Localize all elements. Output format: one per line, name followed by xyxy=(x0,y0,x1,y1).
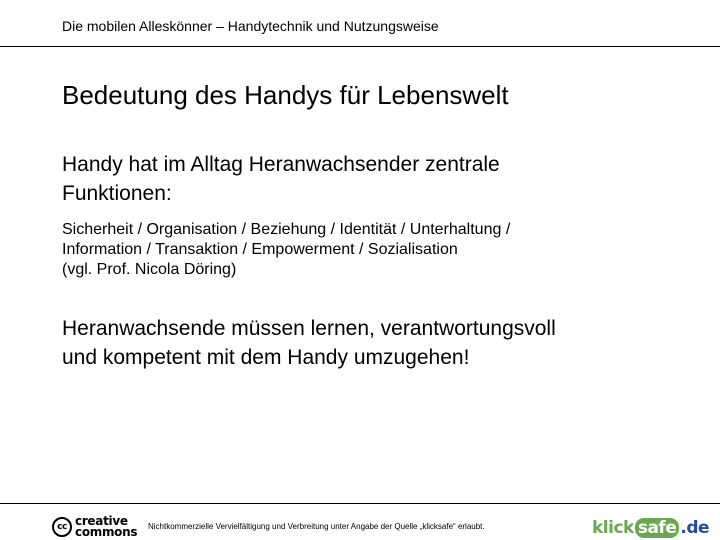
cc-word-creative: creative xyxy=(75,514,128,528)
functions-line: Information / Transaktion / Empowerment / Sozialisation xyxy=(62,241,458,258)
conclusion-text xyxy=(62,314,556,372)
intro-line: Handy hat im Alltag Heranwachsender zentrale xyxy=(62,153,500,176)
intro-line: Funktionen: xyxy=(62,182,172,205)
cc-wordmark xyxy=(75,516,137,538)
footer-divider xyxy=(0,503,720,504)
klicksafe-logo xyxy=(592,512,709,538)
klicksafe-logo-de: .de xyxy=(680,518,710,538)
functions-line: Sicherheit / Organisation / Beziehung / Identität / Unterhaltung / xyxy=(62,221,511,238)
footer-license-note: Nichtkommerzielle Vervielfältigung und Verbreitung unter Angabe der Quelle „klicksafe“ erlaubt. xyxy=(148,522,485,531)
cc-word-commons: commons xyxy=(75,525,138,539)
functions-source: (vgl. Prof. Nicola Döring) xyxy=(62,261,237,278)
conclusion-line: Heranwachsende müssen lernen, verantwortungsvoll xyxy=(62,317,556,340)
intro-text xyxy=(62,150,500,208)
functions-list xyxy=(62,220,510,280)
klicksafe-logo-safe: safe xyxy=(635,518,680,538)
klicksafe-logo-klick: klick xyxy=(592,518,634,538)
creative-commons-logo xyxy=(52,514,137,540)
cc-icon: cc xyxy=(52,517,72,537)
slide-heading: Bedeutung des Handys für Lebenswelt xyxy=(62,80,509,110)
header-divider xyxy=(0,46,720,47)
header-title: Die mobilen Alleskönner – Handytechnik und Nutzungsweise xyxy=(62,18,439,34)
conclusion-line: und kompetent mit dem Handy umzugehen! xyxy=(62,346,470,369)
